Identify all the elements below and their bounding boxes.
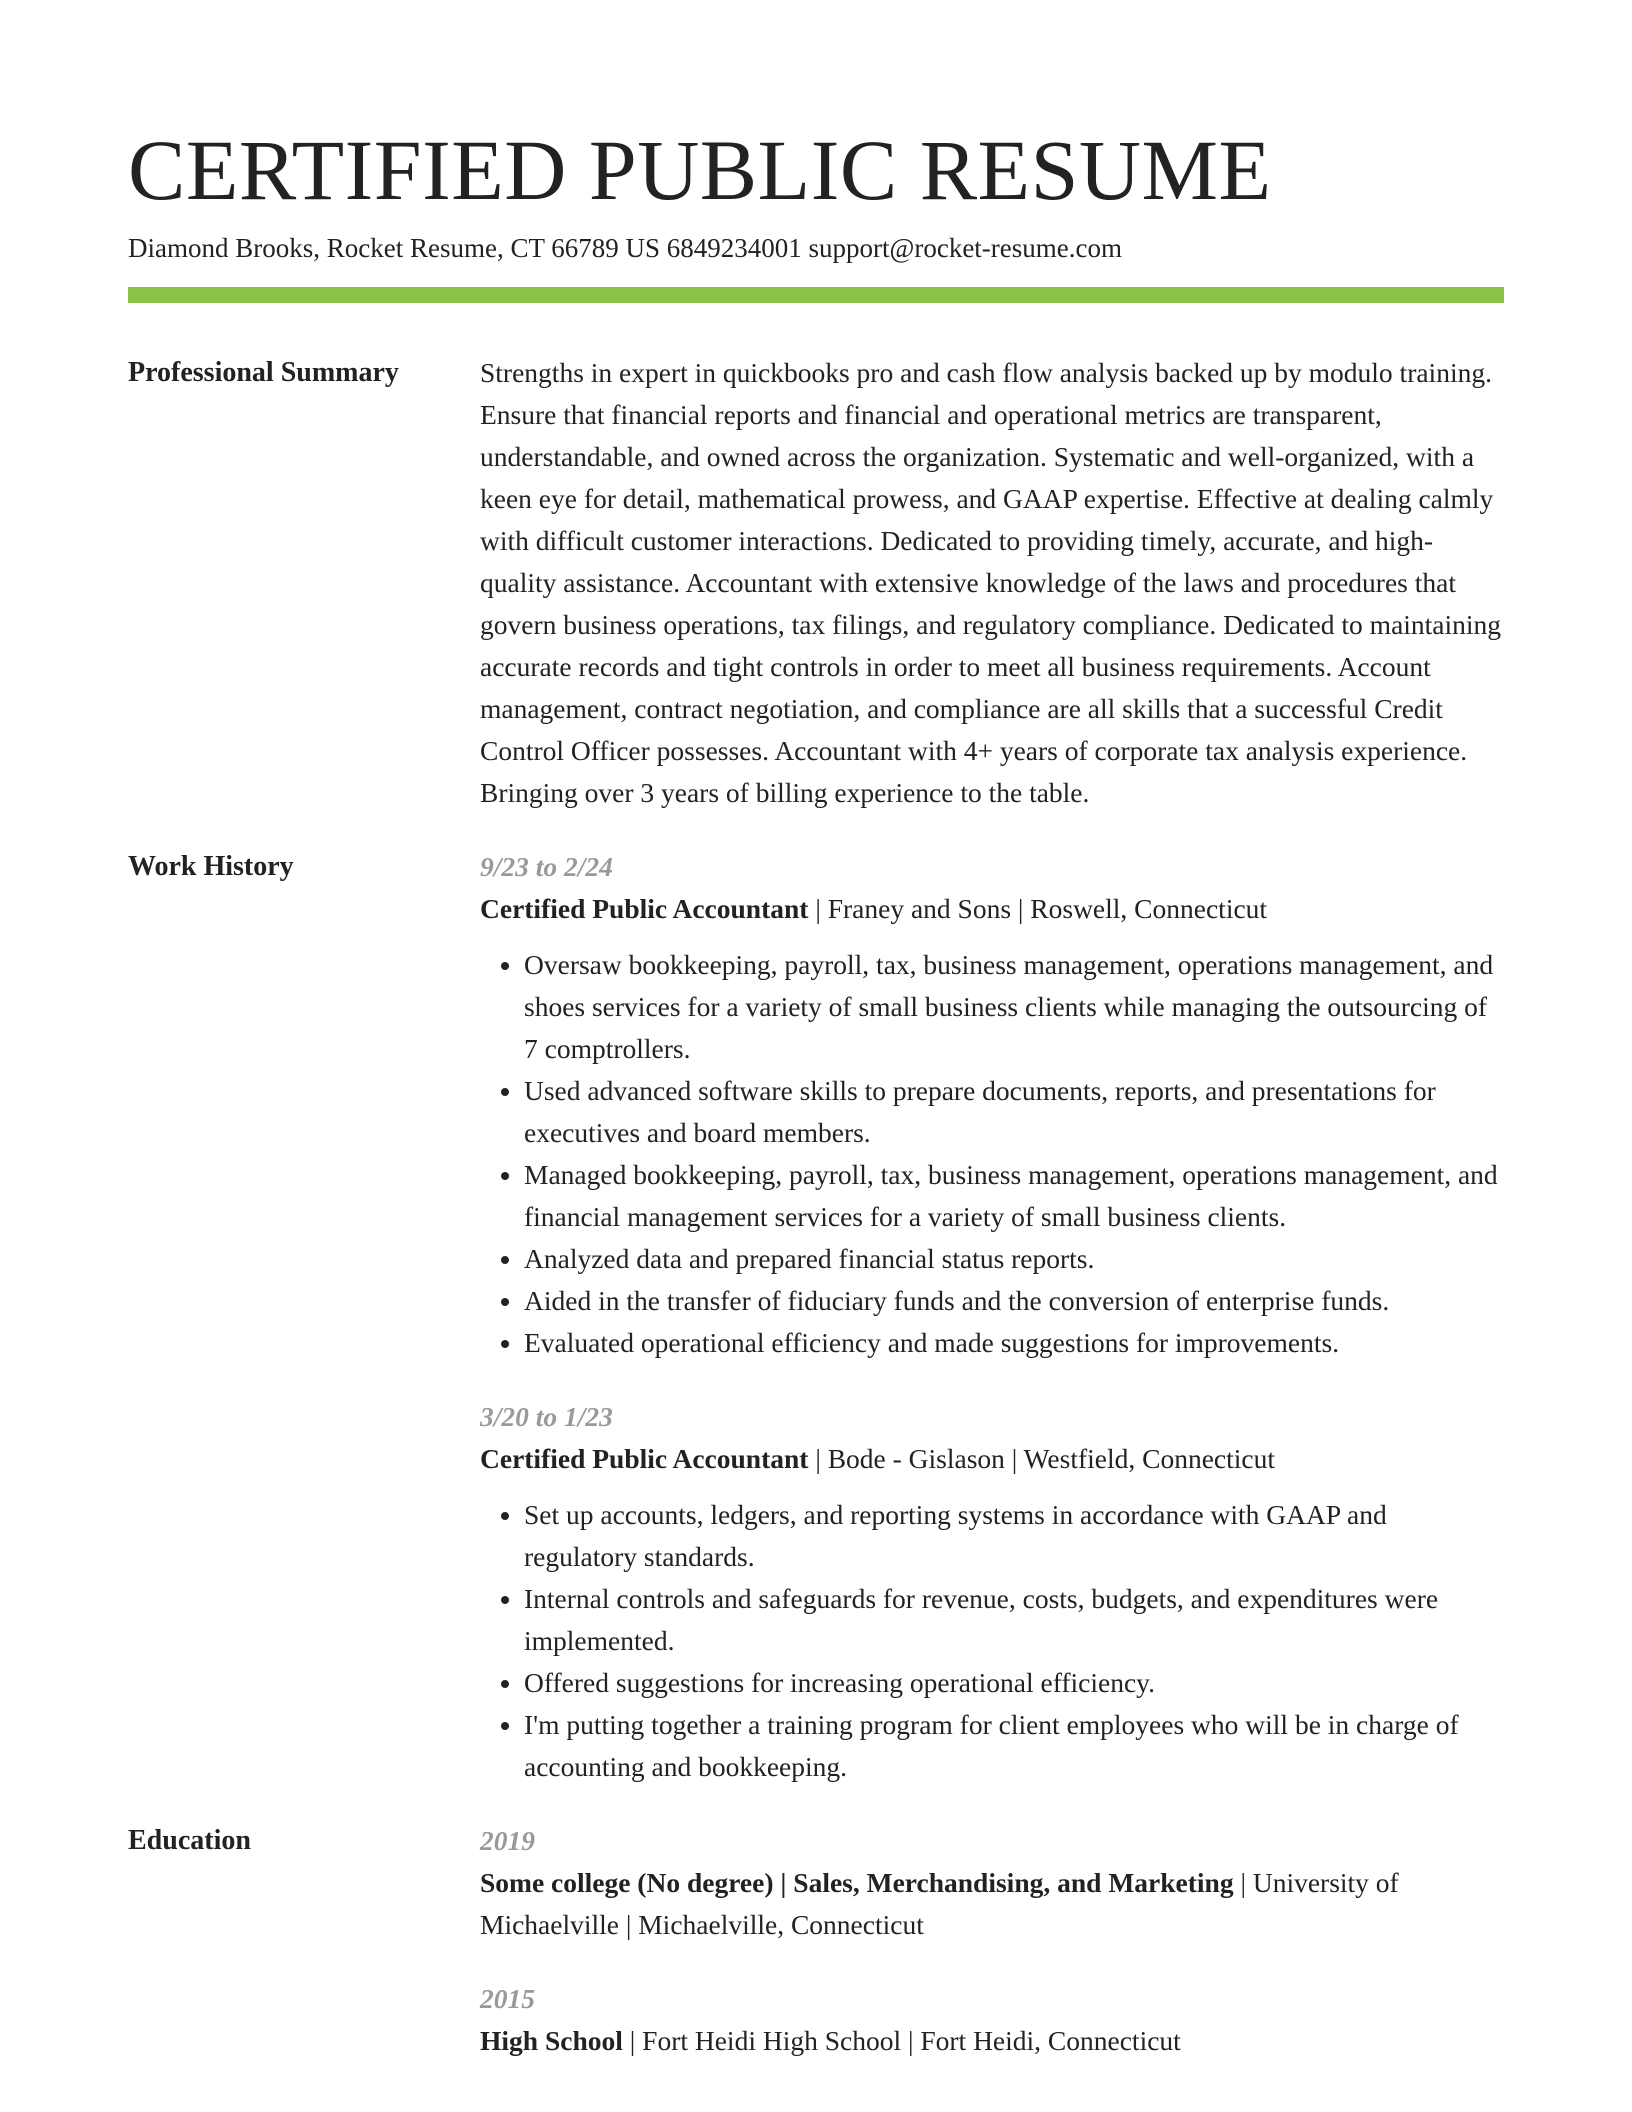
contact-info: Diamond Brooks, Rocket Resume, CT 66789 US 6849234001 support@rocket-resume.com	[128, 233, 1123, 263]
job-title: Certified Public Accountant	[480, 893, 809, 924]
education-heading: Education	[128, 1825, 251, 1856]
job-bullet: • I'm putting together a training program for client employees who will be in charge of accounting and bookkeeping.	[524, 1704, 1504, 1788]
job-heading	[480, 1438, 1504, 1480]
job-bullets	[480, 944, 1504, 1364]
resume-page	[128, 120, 1504, 2062]
job-entry	[480, 846, 1504, 1364]
education-details: | Fort Heidi High School | Fort Heidi, Connecticut	[622, 2025, 1181, 2056]
job-entry	[480, 1396, 1504, 1788]
education-degree: High School	[480, 2025, 623, 2056]
job-details: | Bode - Gislason | Westfield, Connecticut	[808, 1443, 1275, 1474]
job-bullet: • Analyzed data and prepared financial status reports.	[524, 1238, 1504, 1280]
job-dates: 9/23 to 2/24	[480, 851, 613, 882]
summary-heading: Professional Summary	[128, 357, 399, 388]
job-heading	[480, 888, 1504, 930]
summary-section	[128, 352, 1504, 814]
job-details: | Franey and Sons | Roswell, Connecticut	[808, 893, 1268, 924]
education-degree: Some college (No degree) | Sales, Merchandising, and Marketing	[480, 1867, 1234, 1898]
education-heading-line	[480, 2020, 1504, 2062]
job-bullet: • Oversaw bookkeeping, payroll, tax, business management, operations management, and shoes services for a variety of small business clients while managing the outsourcing of 7 comptrollers.	[524, 944, 1504, 1070]
education-entry	[480, 1978, 1504, 2062]
education-section	[128, 1820, 1504, 2062]
job-bullet: • Evaluated operational efficiency and made suggestions for improvements.	[524, 1322, 1504, 1364]
accent-divider	[128, 287, 1504, 303]
education-heading-line	[480, 1862, 1504, 1946]
education-year: 2019	[480, 1825, 535, 1856]
work-history-body	[480, 846, 1504, 1788]
education-entry	[480, 1820, 1504, 1946]
work-history-section	[128, 846, 1504, 1788]
job-bullet: • Managed bookkeeping, payroll, tax, business management, operations management, and financial management services for a variety of small business clients.	[524, 1154, 1504, 1238]
summary-text: Strengths in expert in quickbooks pro and cash flow analysis backed up by modulo training. Ensure that financial reports and financial and operational metrics are transparent, understandable, and owned across the organization. Systematic and well-organized, with a keen eye for detail, mathematical prowess, and GAAP expertise. Effective at dealing calmly with difficult customer interactions. Dedicated to providing timely, accurate, and high-quality assistance. Accountant with extensive knowledge of the laws and procedures that govern business operations, tax filings, and regulatory compliance. Dedicated to maintaining accurate records and tight controls in order to meet all business requirements. Account management, contract negotiation, and compliance are all skills that a successful Credit Control Officer possesses. Accountant with 4+ years of corporate tax analysis experience. Bringing over 3 years of billing experience to the table.	[480, 357, 1502, 808]
job-bullet: • Internal controls and safeguards for revenue, costs, budgets, and expenditures were implemented.	[524, 1578, 1504, 1662]
job-bullet: • Offered suggestions for increasing operational efficiency.	[524, 1662, 1504, 1704]
job-dates: 3/20 to 1/23	[480, 1401, 613, 1432]
work-history-heading: Work History	[128, 851, 294, 882]
education-body	[480, 1820, 1504, 2062]
education-year: 2015	[480, 1983, 535, 2014]
contact-line	[128, 230, 1504, 266]
summary-body	[480, 352, 1504, 814]
job-bullets	[480, 1494, 1504, 1788]
education-details: | University of Michaelville | Michaelville, Connecticut	[480, 1867, 1399, 1940]
resume-title: CERTIFIED PUBLIC RESUME	[128, 122, 1272, 218]
job-bullet: • Used advanced software skills to prepare documents, reports, and presentations for executives and board members.	[524, 1070, 1504, 1154]
job-title: Certified Public Accountant	[480, 1443, 809, 1474]
job-bullet: • Aided in the transfer of fiduciary funds and the conversion of enterprise funds.	[524, 1280, 1504, 1322]
job-bullet: • Set up accounts, ledgers, and reporting systems in accordance with GAAP and regulatory standards.	[524, 1494, 1504, 1578]
